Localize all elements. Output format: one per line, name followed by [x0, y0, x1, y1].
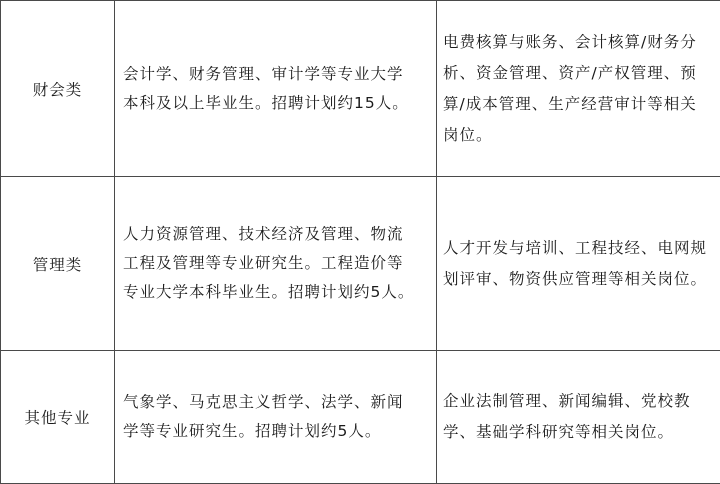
table-row	[1, 351, 720, 484]
positions-cell	[437, 1, 720, 177]
category-cell	[1, 177, 115, 351]
category-label: 管理类	[32, 255, 83, 274]
category-label: 其他专业	[24, 409, 91, 427]
requirement-text: 会计学、财务管理、审计学等专业大学本科及以上毕业生。招聘计划约15人。	[123, 64, 409, 112]
requirement-cell	[115, 351, 437, 484]
table-row	[1, 1, 720, 177]
category-cell	[1, 351, 115, 484]
table-row	[1, 177, 720, 351]
requirement-cell	[115, 177, 437, 351]
positions-text: 企业法制管理、新闻编辑、党校教学、基础学科研究等相关岗位。	[443, 392, 691, 441]
requirement-cell	[115, 1, 437, 177]
category-cell	[1, 1, 115, 177]
positions-cell	[437, 177, 720, 351]
positions-cell	[437, 351, 720, 484]
positions-text: 人才开发与培训、工程技经、电网规划评审、物资供应管理等相关岗位。	[443, 238, 708, 288]
positions-text: 电费核算与账务、会计核算/财务分析、资金管理、资产/产权管理、预算/成本管理、生产经营审计等相关岗位。	[443, 32, 697, 144]
category-label: 财会类	[32, 80, 83, 99]
requirement-text: 气象学、马克思主义哲学、法学、新闻学等专业研究生。招聘计划约5人。	[123, 393, 404, 440]
requirement-text: 人力资源管理、技术经济及管理、物流工程及管理等专业研究生。工程造价等专业大学本科毕业生。招聘计划约5人。	[123, 225, 415, 301]
